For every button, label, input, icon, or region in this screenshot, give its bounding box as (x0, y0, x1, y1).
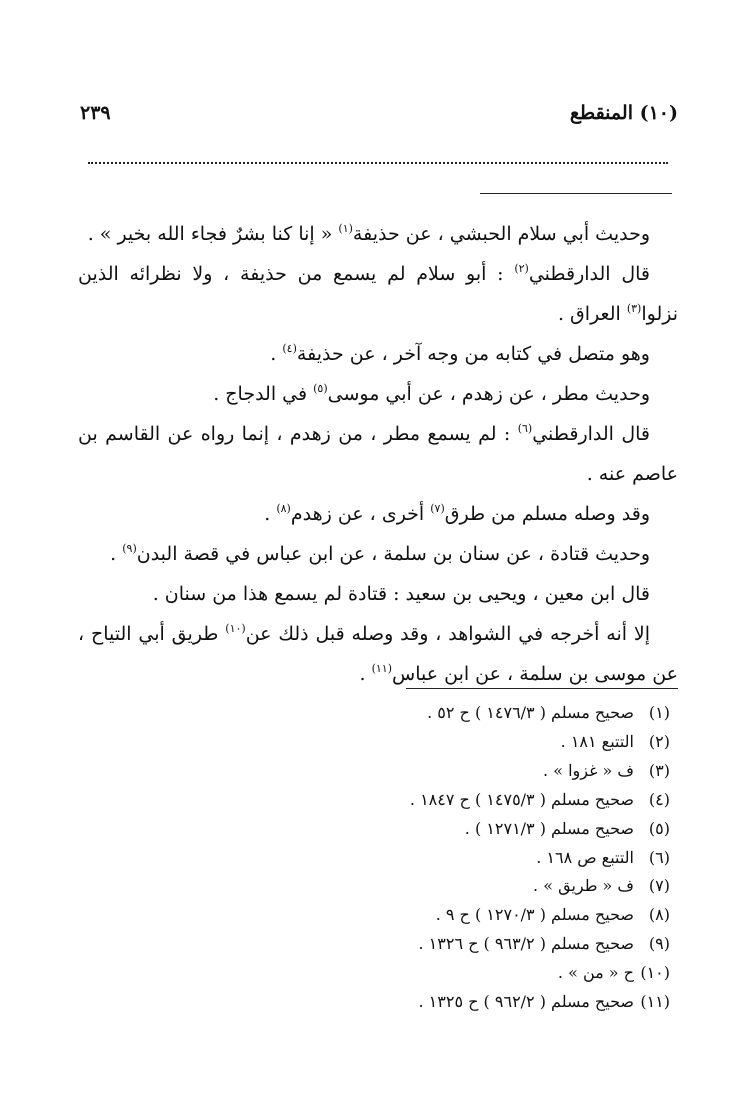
paragraph (78, 334, 678, 374)
footnote-text: ف « طريق » . (533, 876, 634, 896)
footnote-ref[interactable]: (٧) (430, 502, 445, 515)
footnote-number: (٩) (648, 934, 670, 954)
footnote-text: صحيح مسلم ( ١٢٧٠/٣ ) ح ٩ . (435, 905, 634, 925)
text-run: وحديث قتادة ، عن سنان بن سلمة ، عن ابن عباس في قصة البدن (136, 543, 650, 565)
footnote-item (300, 815, 670, 844)
text-run: قال الدارقطني (532, 423, 651, 445)
section-rule (480, 193, 672, 194)
footnote-ref[interactable]: (١) (338, 222, 353, 235)
paragraph (78, 414, 678, 494)
footnote-text: ف « غزوا » . (543, 760, 634, 780)
text-run: : لم يسمع مطر ، من زهدم ، إنما رواه عن القاسم بن عاصم عنه . (78, 423, 678, 485)
text-run: . (264, 503, 277, 525)
footnote-number: (١) (648, 703, 670, 722)
footnote-rule (406, 688, 678, 689)
text-run: . (359, 663, 372, 685)
page-number: ٢٣٩ (80, 102, 111, 124)
footnote-text: صحيح مسلم ( ٩٦٢/٢ ) ح ١٣٢٥ . (418, 992, 634, 1012)
paragraph (78, 614, 678, 694)
running-header (80, 98, 678, 128)
footnote-item (300, 959, 670, 988)
footnote-ref[interactable]: (٨) (276, 502, 291, 515)
footnote-ref[interactable]: (٢) (514, 262, 529, 275)
text-run: وحديث أبي سلام الحبشي ، عن حذيفة (352, 223, 650, 245)
paragraph (78, 534, 678, 574)
footnote-text: ح « من » . (557, 963, 634, 983)
footnote-ref[interactable]: (١٠) (225, 622, 246, 635)
footnote-item (300, 786, 670, 815)
footnote-item (300, 757, 670, 786)
text-run: أخرى ، عن زهدم (290, 503, 431, 525)
footnote-ref[interactable]: (٤) (282, 342, 297, 355)
text-run: إلا أنه أخرجه في الشواهد ، وقد وصله قبل ذلك عن (245, 623, 650, 645)
text-run: وقد وصله مسلم من طرق (444, 503, 650, 525)
footnote-text: صحيح مسلم ( ١٢٧١/٣ ) . (464, 818, 634, 838)
text-run: في الدجاج . (213, 383, 314, 405)
footnote-text: التتبع ١٨١ . (560, 731, 634, 751)
text-run: « إنا كنا بشرٌ فجاء الله بخير » . (87, 223, 339, 245)
main-text (78, 214, 678, 694)
paragraph (78, 214, 678, 254)
text-run: . (110, 543, 123, 565)
footnote-ref[interactable]: (٥) (313, 382, 328, 395)
text-run: : أبو سلام لم يسمع من حذيفة ، ولا نظرائه الذين نزلوا (78, 263, 678, 325)
paragraph (78, 574, 678, 614)
footnote-item (300, 699, 670, 728)
footnote-number: (١٠) (640, 963, 670, 983)
text-run: قال ابن معين ، ويحيى بن سعيد : قتادة لم يسمع هذا من سنان . (152, 583, 650, 605)
footnote-item (300, 930, 670, 959)
text-run: وهو متصل في كتابه من وجه آخر ، عن حذيفة (296, 343, 650, 365)
footnote-item (300, 988, 670, 1017)
footnote-number: (٤) (648, 789, 670, 809)
footnote-ref[interactable]: (٦) (517, 422, 533, 435)
footnote-number: (٥) (648, 818, 670, 838)
dotted-separator (88, 162, 668, 164)
footnote-number: (٣) (648, 760, 670, 780)
footnote-item (300, 901, 670, 930)
footnote-item (300, 844, 670, 873)
text-run: وحديث مطر ، عن زهدم ، عن أبي موسى (327, 383, 650, 405)
footnote-number: (٧) (648, 876, 670, 896)
text-run: . (270, 343, 283, 365)
text-run: طريق أبي التياح ، عن موسى بن سلمة ، عن ابن عباس (78, 623, 678, 685)
text-run: العراق . (557, 303, 627, 325)
paragraph (78, 254, 678, 334)
chapter-title: (١٠) المنقطع (569, 102, 678, 124)
footnote-text: صحيح مسلم ( ١٤٧٥/٣ ) ح ١٨٤٧ . (409, 789, 634, 809)
text-run: قال الدارقطني (528, 263, 651, 285)
footnote-text: صحيح مسلم ( ٩٦٣/٢ ) ح ١٣٢٦ . (418, 934, 634, 954)
footnote-number: (٢) (648, 731, 670, 751)
footnote-ref[interactable]: (١١) (371, 662, 393, 675)
footnote-ref[interactable]: (٩) (122, 542, 137, 555)
footnote-number: (٨) (648, 905, 670, 925)
footnote-item (300, 872, 670, 901)
footnote-ref[interactable]: (٣) (626, 302, 642, 315)
footnotes (300, 699, 670, 1017)
paragraph (78, 374, 678, 414)
footnote-number: (١١) (640, 992, 670, 1012)
paragraph (78, 494, 678, 534)
footnote-text: صحيح مسلم ( ١٤٧٦/٣ ) ح ٥٢ . (427, 703, 634, 722)
footnote-text: التتبع ص ١٦٨ . (536, 847, 634, 867)
footnote-item (300, 728, 670, 757)
footnote-number: (٦) (648, 847, 670, 867)
